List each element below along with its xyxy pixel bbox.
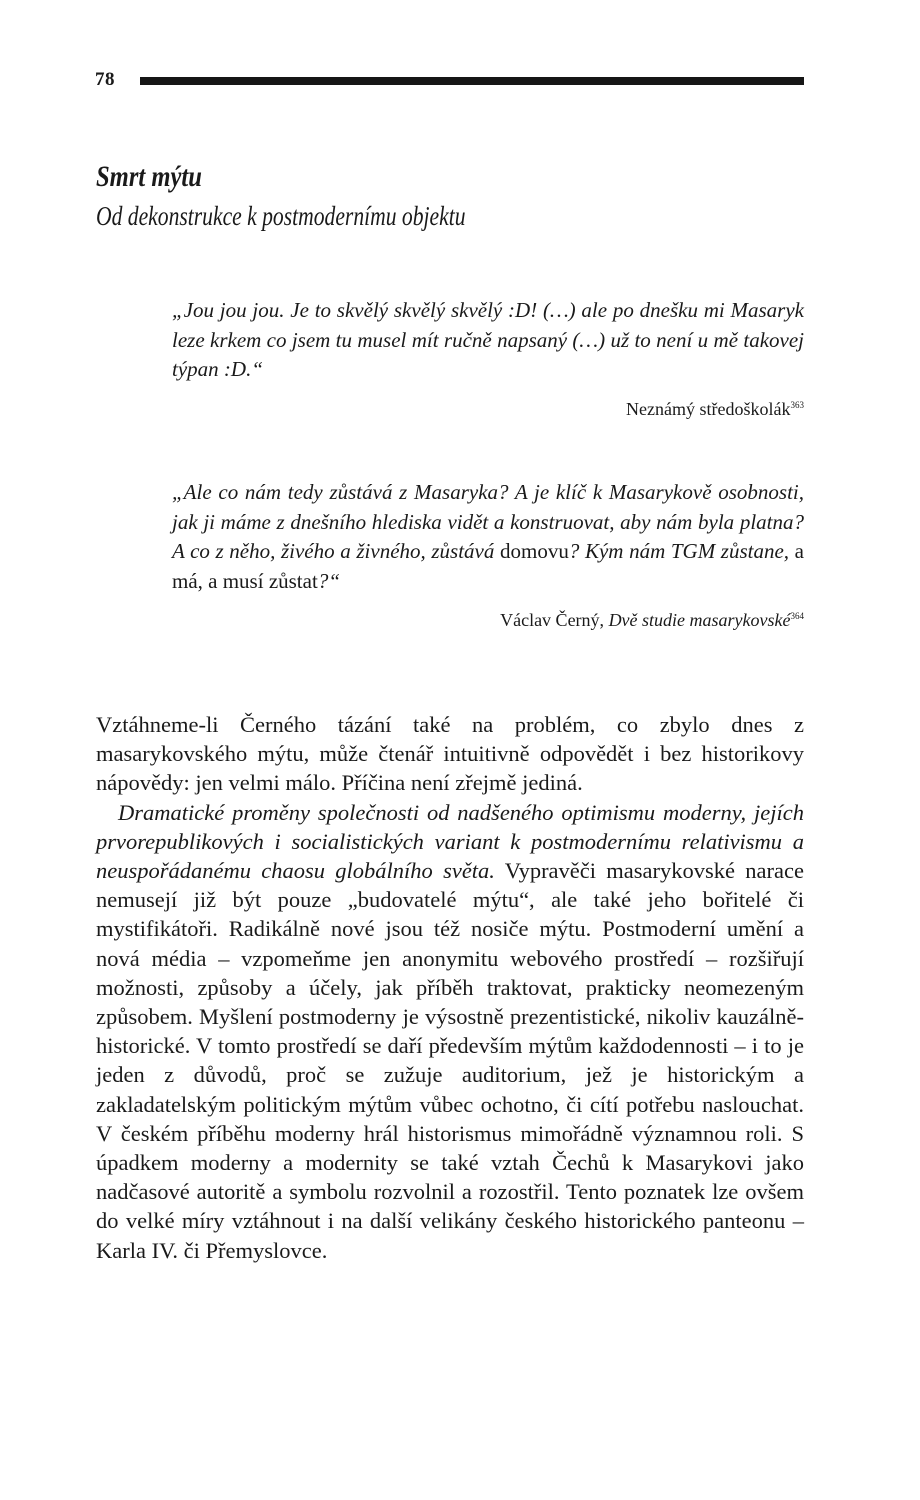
epigraph-quote: „Jou jou jou. Je to skvělý skvělý skvělý :D! (…) ale po dnešku mi Masaryk leze krkem co jsem tu musel mít ručně napsaný (…) už to není u mě takovej týpan :D.“ <box>172 298 804 381</box>
epigraph-1 <box>172 296 804 421</box>
epigraph-attribution <box>172 604 804 632</box>
paragraph-2 <box>96 798 804 1265</box>
epigraph-author: Neznámý středoškolák <box>626 398 791 419</box>
epigraph-work: Dvě studie masarykovské <box>608 610 791 630</box>
epigraph-quote <box>172 478 804 596</box>
quote-italic-part: ? Kým nám TGM zůstane, <box>568 539 790 563</box>
quote-italic-part: „Ale co nám tedy zůstává z Masaryka? A je klíč k Masarykově osobnosti, jak ji máme z dnešního hlediska vidět a konstruovat, aby nám byla platna? A co z něho, živého a živného, zůstává <box>172 480 804 563</box>
epigraph-2 <box>172 478 804 632</box>
chapter-subtitle: Od dekonstrukce k postmodernímu objektu <box>96 201 466 231</box>
quote-upright-part: domovu <box>494 539 569 563</box>
quote-italic-part: ?“ <box>317 568 340 593</box>
page-number: 78 <box>95 69 115 90</box>
header-rule <box>140 77 804 85</box>
epigraph-attribution <box>172 393 804 421</box>
epigraph-author: Václav Černý, <box>500 610 609 630</box>
quote-upright-part: a má, a musí zůstat <box>172 539 804 593</box>
chapter-title: Smrt mýtu <box>96 160 202 193</box>
footnote-ref: 364 <box>790 611 804 621</box>
paragraph-2-italic-lead: Dramatické proměny společnosti od nadšeného optimismu moderny, jejích prvorepublikových i socialistických variant k postmodernímu relativismu a neuspořádanému chaosu globálního světa. <box>96 799 804 884</box>
paragraph-2-text: Vypravěči masarykovské narace nemusejí již být pouze „budovatelé mýtu“, ale také jeho bořitelé či mystifikátoři. Radikálně nové jsou též nosiče mýtu. Postmoderní umění a nová média – vzpomeňme jen anonymitu webového prostředí – rozšiřují možnosti, způsoby a účely, jak příběh traktovat, prakticky neomezeným způsobem. Myšlení postmoderny je výsostně prezentistické, nikoliv kauzálně-historické. V tomto prostředí se daří především mýtům každodennosti – i to je jeden z důvodů, proč se zužuje auditorium, jež je historickým a zakladatelským politickým mýtům vůbec ochotno, či cítí potřebu naslouchat. V českém příběhu moderny hrál historismus mimořádně významnou roli. S úpadkem moderny a modernity se také vztah Čechů k Masarykovi jako nadčasové autoritě a symbolu rozvolnil a rozostřil. Tento poznatek lze ovšem do velké míry vztáhnout i na další velikány českého historického panteonu – Karla IV. či Přemyslovce. <box>96 858 804 1263</box>
body-text <box>96 710 804 1265</box>
paragraph-1: Vztáhneme-li Černého tázání také na problém, co zbylo dnes z masarykovského mýtu, může čtenář intuitivně odpovědět i bez historikovy nápovědy: jen velmi málo. Příčina není zřejmě jediná. <box>96 712 804 796</box>
footnote-ref: 363 <box>790 399 804 410</box>
